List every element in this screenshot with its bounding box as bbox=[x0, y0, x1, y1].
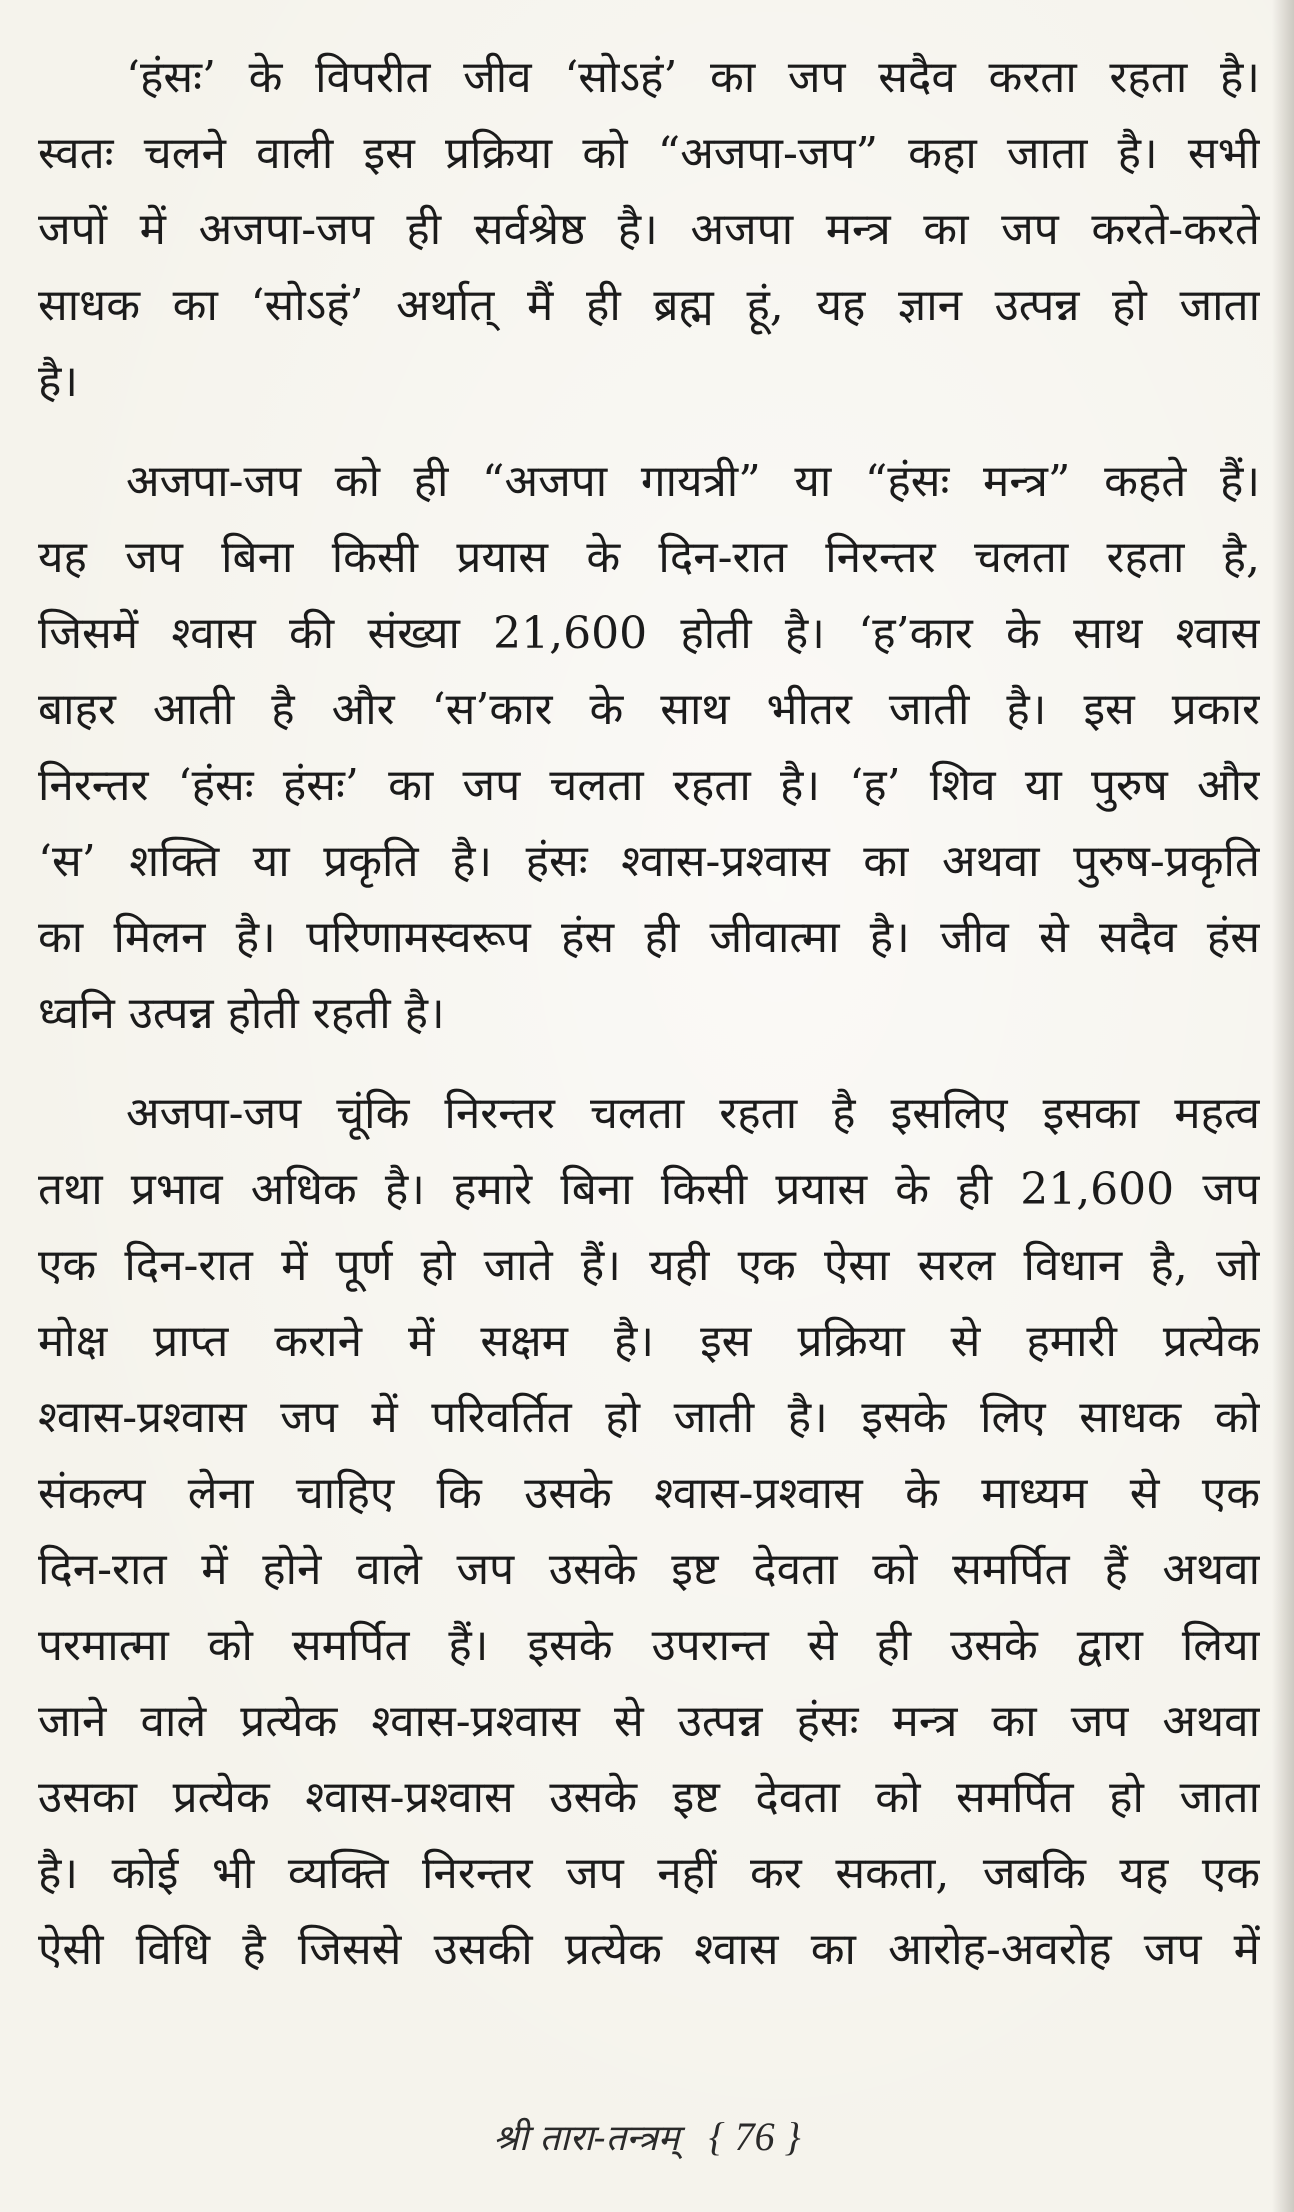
text-line: जपों में अजपा-जप ही सर्वश्रेष्ठ है। अजपा मन्त्र का जप करते-करते bbox=[38, 204, 1260, 255]
page-footer bbox=[0, 2112, 1294, 2161]
paragraph-1 bbox=[38, 40, 1260, 420]
text-line: अजपा-जप चूंकि निरन्तर चलता रहता है इसलिए इसका महत्व bbox=[126, 1088, 1260, 1139]
text-line: है। कोई भी व्यक्ति निरन्तर जप नहीं कर सकता, जबकि यह एक bbox=[38, 1848, 1260, 1899]
text-line: तथा प्रभाव अधिक है। हमारे बिना किसी प्रयास के ही 21,600 जप bbox=[38, 1164, 1260, 1215]
paragraph-3 bbox=[38, 1076, 1260, 1988]
text-line: उसका प्रत्येक श्वास-प्रश्वास उसके इष्ट देवता को समर्पित हो जाता bbox=[38, 1772, 1260, 1823]
text-line: स्वतः चलने वाली इस प्रक्रिया को “अजपा-जप” कहा जाता है। सभी bbox=[38, 128, 1260, 179]
text-line: परमात्मा को समर्पित हैं। इसके उपरान्त से ही उसके द्वारा लिया bbox=[38, 1620, 1260, 1671]
text-line: जाने वाले प्रत्येक श्वास-प्रश्वास से उत्पन्न हंसः मन्त्र का जप अथवा bbox=[38, 1696, 1260, 1747]
text-line: का मिलन है। परिणामस्वरूप हंस ही जीवात्मा है। जीव से सदैव हंस bbox=[38, 912, 1260, 963]
text-line: एक दिन-रात में पूर्ण हो जाते हैं। यही एक ऐसा सरल विधान है, जो bbox=[38, 1240, 1260, 1291]
text-line: बाहर आती है और ‘स’कार के साथ भीतर जाती है। इस प्रकार bbox=[38, 684, 1260, 735]
page-number: { 76 } bbox=[708, 2114, 801, 2159]
text-line: साधक का ‘सोऽहं’ अर्थात् मैं ही ब्रह्म हूं, यह ज्ञान उत्पन्न हो जाता bbox=[38, 280, 1260, 331]
text-line: ध्वनि उत्पन्न होती रहती है। bbox=[38, 988, 445, 1039]
text-line: अजपा-जप को ही “अजपा गायत्री” या “हंसः मन्त्र” कहते हैं। bbox=[126, 456, 1260, 507]
body-text bbox=[38, 40, 1260, 2012]
text-line: दिन-रात में होने वाले जप उसके इष्ट देवता को समर्पित हैं अथवा bbox=[38, 1544, 1260, 1595]
text-line: मोक्ष प्राप्त कराने में सक्षम है। इस प्रक्रिया से हमारी प्रत्येक bbox=[38, 1316, 1260, 1367]
text-line: ऐसी विधि है जिससे उसकी प्रत्येक श्वास का आरोह-अवरोह जप में bbox=[38, 1924, 1260, 1975]
paragraph-2 bbox=[38, 444, 1260, 1052]
text-line: संकल्प लेना चाहिए कि उसके श्वास-प्रश्वास के माध्यम से एक bbox=[38, 1468, 1260, 1519]
text-line: श्वास-प्रश्वास जप में परिवर्तित हो जाती है। इसके लिए साधक को bbox=[38, 1392, 1260, 1443]
text-line: ‘स’ शक्ति या प्रकृति है। हंसः श्वास-प्रश्वास का अथवा पुरुष-प्रकृति bbox=[38, 836, 1260, 887]
text-line: निरन्तर ‘हंसः हंसः’ का जप चलता रहता है। ‘ह’ शिव या पुरुष और bbox=[38, 760, 1260, 811]
book-title: श्री तारा-तन्त्रम् bbox=[493, 2118, 680, 2159]
text-line: है। bbox=[38, 356, 79, 407]
text-line: यह जप बिना किसी प्रयास के दिन-रात निरन्तर चलता रहता है, bbox=[38, 532, 1260, 583]
text-line: ‘हंसः’ के विपरीत जीव ‘सोऽहं’ का जप सदैव करता रहता है। bbox=[126, 52, 1260, 103]
text-line: जिसमें श्वास की संख्या 21,600 होती है। ‘ह’कार के साथ श्वास bbox=[38, 608, 1260, 659]
page-edge-shadow bbox=[1272, 0, 1294, 2212]
